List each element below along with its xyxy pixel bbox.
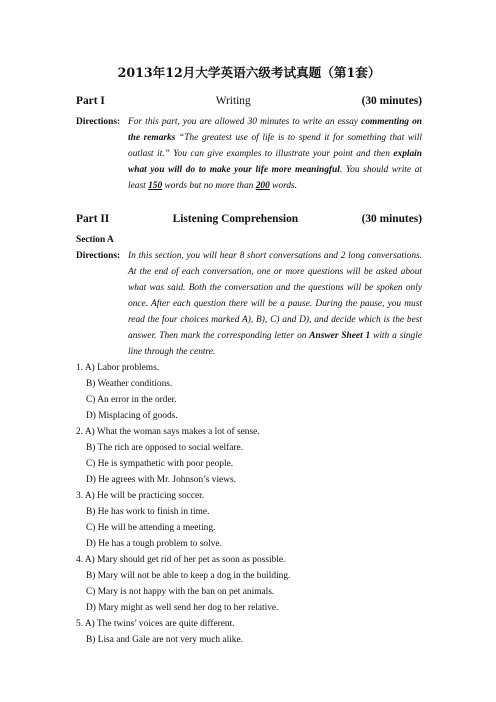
part1-dir-text-i: words. bbox=[269, 181, 298, 191]
option-a: A) Labor problems. bbox=[84, 363, 160, 373]
option-c: C) An error in the order. bbox=[86, 395, 177, 405]
question-item bbox=[76, 552, 422, 568]
part1-max-words: 200 bbox=[255, 181, 270, 191]
option-a: A) What the woman says makes a lot of sense. bbox=[84, 427, 260, 437]
part1-directions-text bbox=[128, 114, 422, 194]
question-number: 4. bbox=[76, 555, 84, 565]
part1-label: Part I bbox=[76, 95, 105, 107]
option-b: B) Lisa and Gale are not very much alike. bbox=[86, 635, 243, 645]
spacer bbox=[76, 194, 422, 210]
exam-page bbox=[76, 64, 422, 648]
part2-time: (30 minutes) bbox=[361, 213, 422, 225]
part2-directions-text bbox=[128, 248, 422, 360]
option-a: A) The twins’ voices are quite different. bbox=[84, 619, 235, 629]
option-c: C) Mary is not happy with the ban on pet animals. bbox=[86, 587, 275, 597]
part1-dir-text-c: “The greatest use of life is to spend it for something that will outlast it.” You can give examples to illustrate your point and then bbox=[128, 133, 422, 159]
option-d: D) Misplacing of goods. bbox=[86, 411, 178, 421]
part1-name: Writing bbox=[215, 95, 251, 107]
option-c: C) He will be attending a meeting. bbox=[86, 523, 216, 533]
part1-header bbox=[76, 92, 422, 110]
part1-time: (30 minutes) bbox=[361, 95, 422, 107]
option-d: D) He has a tough problem to solve. bbox=[86, 539, 222, 549]
part2-directions bbox=[76, 248, 422, 360]
part2-header bbox=[76, 210, 422, 228]
option-b: B) Mary will not be able to keep a dog in the building. bbox=[86, 571, 291, 581]
part2-answer-sheet: Answer Sheet 1 bbox=[309, 331, 371, 341]
option-b: B) He has work to finish in time. bbox=[86, 507, 210, 517]
part2-dir-text-c: with a single line through the centre. bbox=[128, 331, 422, 357]
part2-label: Part II bbox=[76, 213, 110, 225]
part1-min-words: 150 bbox=[148, 181, 163, 191]
part1-dir-emph-2: explain what you will do to make your life more meaningful bbox=[128, 149, 422, 175]
part1-directions bbox=[76, 114, 422, 194]
option-b: B) Weather conditions. bbox=[86, 379, 173, 389]
part1-dir-text-e: . You should write at least bbox=[128, 165, 422, 191]
option-d: D) He agrees with Mr. Johnson’s views. bbox=[86, 475, 236, 485]
question-number: 3. bbox=[76, 491, 84, 501]
question-item bbox=[76, 360, 422, 376]
part1-dir-text-g: words but no more than bbox=[162, 181, 256, 191]
question-list bbox=[76, 360, 422, 648]
part1-directions-label: Directions: bbox=[76, 117, 121, 127]
option-d: D) Mary might as well send her dog to her relative. bbox=[86, 603, 279, 613]
part2-name: Listening Comprehension bbox=[172, 213, 299, 225]
part2-directions-label: Directions: bbox=[76, 251, 121, 261]
question-number: 5. bbox=[76, 619, 84, 629]
question-number: 2. bbox=[76, 427, 84, 437]
question-item bbox=[76, 488, 422, 504]
question-number: 1. bbox=[76, 363, 84, 373]
section-a-heading: Section A bbox=[76, 235, 114, 245]
option-b: B) The rich are opposed to social welfare. bbox=[86, 443, 244, 453]
part1-dir-emph-1: commenting on the remarks bbox=[128, 117, 422, 143]
option-a: A) Mary should get rid of her pet as soon as possible. bbox=[84, 555, 286, 565]
question-item bbox=[76, 424, 422, 440]
part1-dir-text-a: For this part, you are allowed 30 minutes to write an essay bbox=[128, 117, 362, 127]
page-title: 2013年12月大学英语六级考试真题（第1套） bbox=[117, 65, 381, 80]
question-item bbox=[76, 616, 422, 632]
option-c: C) He is sympathetic with poor people. bbox=[86, 459, 234, 469]
option-a: A) He will be practicing soccer. bbox=[84, 491, 205, 501]
part2-dir-text-a: In this section, you will hear 8 short conversations and 2 long conversations. At the end of each conversation, one or more questions will be asked about what was said. Both the conversation and the questions will be spoken only once. After each question there will be a pause. During the pause, you must read the four choices marked A), B), C) and D), and decide which is the best answer. Then mark the corresponding letter on bbox=[128, 251, 422, 341]
